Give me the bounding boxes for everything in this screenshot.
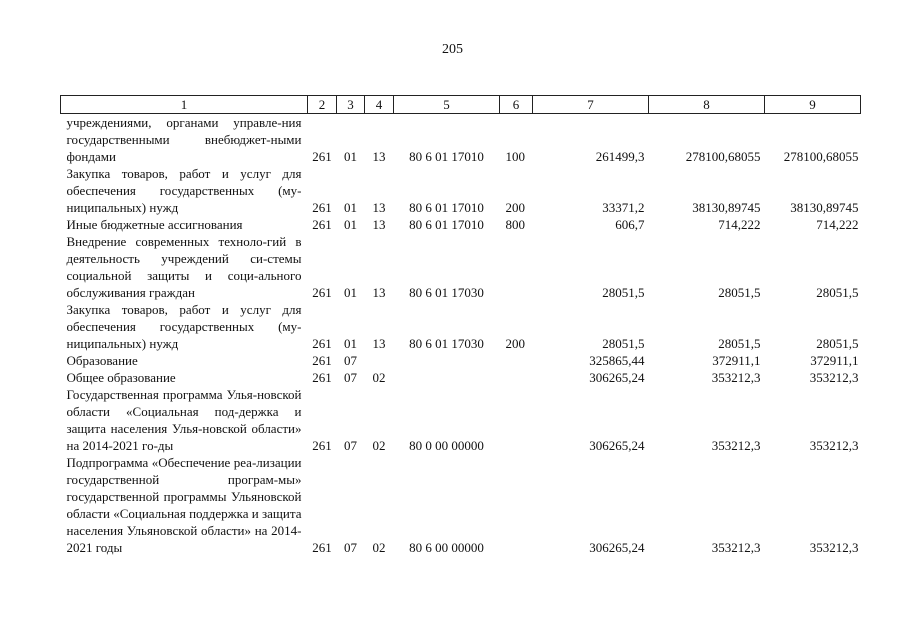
amount-col-9: 28051,5 [816, 285, 859, 300]
row-name: Иные бюджетные ассигнования [66, 217, 243, 232]
table-row [61, 165, 861, 216]
column-header: 2 [308, 96, 337, 114]
table-row [61, 233, 861, 301]
amount-col-9: 353212,3 [809, 370, 859, 385]
subsection-code [365, 352, 394, 369]
amount-col-9: 372911,1 [810, 353, 859, 368]
table-row [61, 216, 861, 233]
amount-col-7: 306265,24 [589, 370, 645, 385]
ministry-code: 261 [312, 285, 332, 300]
target-article-code: 80 6 01 17030 [409, 336, 484, 351]
section-code: 01 [344, 200, 357, 215]
table-row [61, 369, 861, 386]
amount-col-9: 28051,5 [816, 336, 859, 351]
row-name: Закупка товаров, работ и услуг для обеспечения государственных (му-ниципальных) нужд [66, 302, 302, 351]
amount-col-7: 28051,5 [602, 336, 645, 351]
row-name: Государственная программа Улья-новской области «Социальная под-держка и защита населения Улья-новской области» на 2014-2021 го-ды [66, 387, 302, 453]
amount-col-9: 353212,3 [809, 438, 859, 453]
section-code: 01 [344, 336, 357, 351]
target-article-code: 80 6 01 17010 [409, 217, 484, 232]
amount-col-7: 306265,24 [589, 438, 645, 453]
amount-col-7: 28051,5 [602, 285, 645, 300]
ministry-code: 261 [312, 336, 332, 351]
amount-col-8: 353212,3 [711, 540, 761, 555]
ministry-code: 261 [312, 370, 332, 385]
row-name: Внедрение современных техноло-гий в деятельность учреждений си-стемы социальной защиты и соци-ального обслуживания граждан [66, 234, 302, 300]
amount-col-7: 606,7 [615, 217, 645, 232]
expense-type-code [500, 233, 533, 301]
subsection-code: 13 [372, 285, 386, 300]
amount-col-8: 278100,68055 [685, 149, 761, 164]
table-header-row [61, 96, 861, 114]
amount-col-9: 714,222 [816, 217, 859, 232]
row-name: Общее образование [66, 370, 176, 385]
amount-col-8: 28051,5 [718, 285, 761, 300]
amount-col-8: 353212,3 [711, 370, 761, 385]
column-header: 5 [394, 96, 500, 114]
section-code: 07 [344, 438, 357, 453]
section-code: 07 [344, 353, 357, 368]
target-article-code: 80 6 01 17010 [409, 149, 484, 164]
amount-col-8: 372911,1 [712, 353, 761, 368]
ministry-code: 261 [312, 217, 332, 232]
budget-table [60, 95, 861, 556]
amount-col-9: 278100,68055 [783, 149, 859, 164]
expense-type-code: 200 [505, 336, 525, 351]
amount-col-8: 353212,3 [711, 438, 761, 453]
subsection-code: 13 [372, 149, 386, 164]
target-article-code: 80 6 01 17010 [409, 200, 484, 215]
amount-col-7: 261499,3 [595, 149, 645, 164]
subsection-code: 13 [372, 336, 386, 351]
page-number: 205 [442, 42, 463, 57]
target-article-code [394, 352, 500, 369]
table-row [61, 301, 861, 352]
amount-col-9: 38130,89745 [790, 200, 859, 215]
section-code: 01 [344, 149, 357, 164]
amount-col-8: 714,222 [718, 217, 761, 232]
section-code: 07 [344, 370, 357, 385]
row-name: учреждениями, органами управле-ния государственными внебюджет-ными фондами [66, 115, 302, 164]
subsection-code: 02 [372, 540, 386, 555]
amount-col-8: 38130,89745 [692, 200, 761, 215]
row-name: Закупка товаров, работ и услуг для обеспечения государственных (му-ниципальных) нужд [66, 166, 302, 215]
subsection-code: 13 [372, 200, 386, 215]
expense-type-code: 800 [505, 217, 525, 232]
section-code: 01 [344, 217, 357, 232]
amount-col-7: 33371,2 [602, 200, 645, 215]
subsection-code: 02 [372, 370, 386, 385]
table-row [61, 352, 861, 369]
amount-col-7: 306265,24 [589, 540, 645, 555]
column-header: 4 [365, 96, 394, 114]
subsection-code: 13 [372, 217, 386, 232]
row-name: Образование [66, 353, 138, 368]
ministry-code: 261 [312, 540, 332, 555]
target-article-code: 80 6 00 00000 [409, 540, 484, 555]
table-row [61, 114, 861, 166]
amount-col-8: 28051,5 [718, 336, 761, 351]
expense-type-code: 100 [505, 149, 525, 164]
column-header: 6 [500, 96, 533, 114]
expense-type-code [500, 386, 533, 454]
column-header: 8 [649, 96, 765, 114]
expense-type-code [500, 369, 533, 386]
column-header: 7 [533, 96, 649, 114]
target-article-code: 80 6 01 17030 [409, 285, 484, 300]
table-row [61, 454, 861, 556]
section-code: 01 [344, 285, 357, 300]
row-name: Подпрограмма «Обеспечение реа-лизации государственной програм-мы» государственной программы Ульяновской области «Социальная поддержка и защита населения Ульяновской области» на 2014-2021 годы [66, 455, 302, 555]
column-header: 1 [61, 96, 308, 114]
expense-type-code: 200 [505, 200, 525, 215]
expense-type-code [500, 454, 533, 556]
column-header: 9 [765, 96, 861, 114]
subsection-code: 02 [372, 438, 386, 453]
column-header: 3 [337, 96, 365, 114]
amount-col-9: 353212,3 [809, 540, 859, 555]
ministry-code: 261 [312, 149, 332, 164]
target-article-code [394, 369, 500, 386]
ministry-code: 261 [312, 438, 332, 453]
ministry-code: 261 [312, 200, 332, 215]
ministry-code: 261 [312, 353, 332, 368]
amount-col-7: 325865,44 [589, 353, 645, 368]
target-article-code: 80 0 00 00000 [409, 438, 484, 453]
table-row [61, 386, 861, 454]
section-code: 07 [344, 540, 357, 555]
expense-type-code [500, 352, 533, 369]
